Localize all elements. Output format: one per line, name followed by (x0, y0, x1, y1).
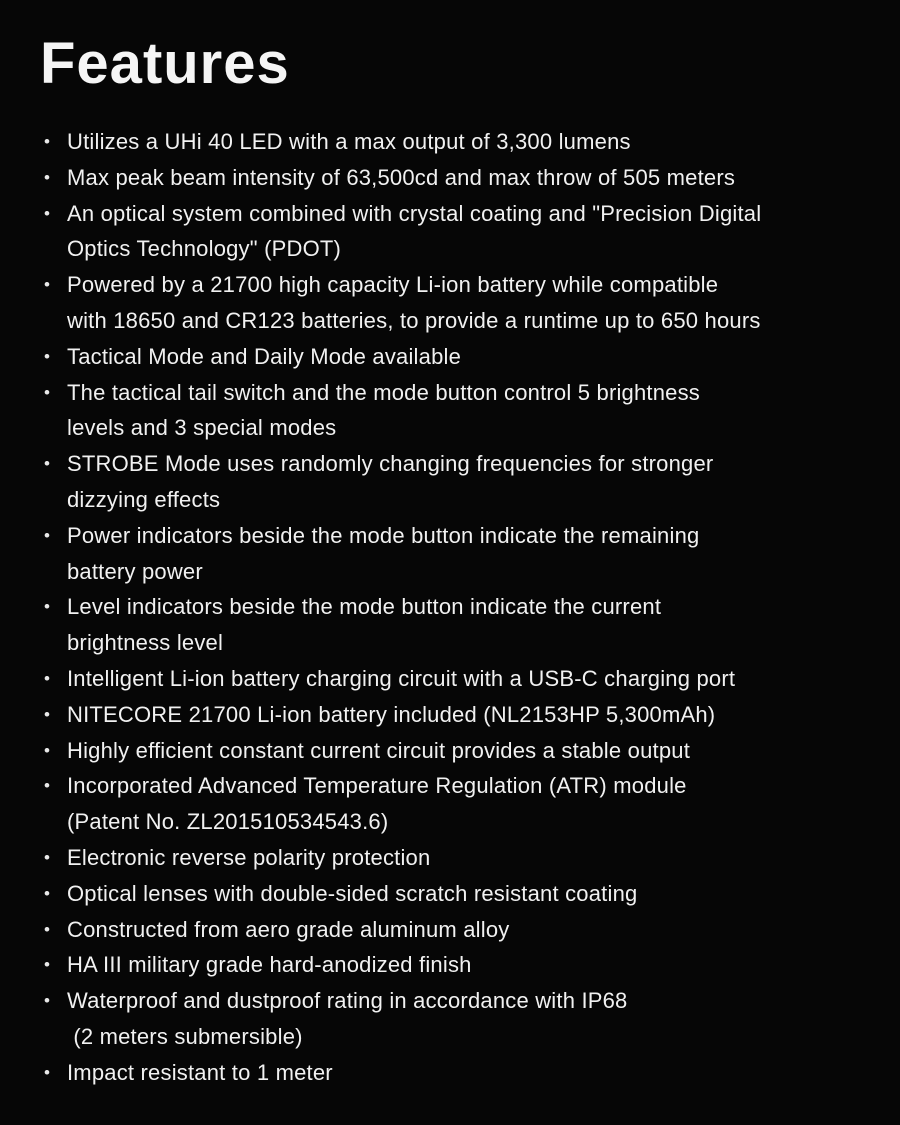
feature-line: Level indicators beside the mode button indicate the current (67, 594, 662, 620)
feature-line: Optical lenses with double-sided scratch resistant coating (67, 880, 638, 906)
feature-line: Tactical Mode and Daily Mode available (67, 343, 462, 369)
feature-text (67, 160, 868, 196)
feature-line: The tactical tail switch and the mode button control 5 brightness (67, 379, 701, 405)
feature-text (67, 768, 868, 840)
feature-text (67, 983, 868, 1055)
bullet-icon: • (44, 275, 51, 295)
feature-list-item (40, 124, 868, 160)
feature-line: HA III military grade hard-anodized finish (67, 952, 472, 978)
feature-text (67, 840, 868, 876)
bullet-icon: • (44, 668, 51, 688)
feature-list-item (40, 768, 868, 840)
feature-list-item (40, 518, 868, 590)
bullet-icon: • (44, 454, 51, 474)
feature-line: Constructed from aero grade aluminum alloy (67, 916, 510, 942)
bullet-icon: • (44, 919, 51, 939)
feature-line: Waterproof and dustproof rating in accordance with IP68 (67, 988, 628, 1014)
feature-list-item (40, 733, 868, 769)
feature-line: dizzying effects (67, 486, 221, 512)
feature-line: Utilizes a UHi 40 LED with a max output of 3,300 lumens (67, 129, 631, 154)
feature-list-item (40, 196, 868, 268)
feature-list-item (40, 339, 868, 375)
feature-line: Powered by a 21700 high capacity Li-ion battery while compatible (67, 272, 719, 298)
page-title: Features (40, 31, 290, 96)
feature-line: Highly efficient constant current circuit provides a stable output (67, 737, 691, 763)
feature-line: with 18650 and CR123 batteries, to provide a runtime up to 650 hours (67, 307, 761, 333)
feature-line: Impact resistant to 1 meter (67, 1059, 333, 1085)
bullet-icon: • (44, 883, 51, 903)
feature-line: (Patent No. ZL201510534543.6) (67, 809, 389, 835)
feature-list-item (40, 589, 868, 661)
bullet-icon: • (44, 740, 51, 760)
feature-text (67, 661, 868, 697)
bullet-icon: • (44, 991, 51, 1011)
bullet-icon: • (44, 847, 51, 867)
bullet-icon: • (44, 955, 51, 975)
bullet-icon: • (44, 132, 51, 151)
feature-list-item (40, 661, 868, 697)
features-list (40, 124, 868, 1091)
feature-list-item (40, 983, 868, 1055)
feature-list-item (40, 912, 868, 948)
bullet-icon: • (44, 203, 51, 223)
feature-list-item (40, 375, 868, 447)
feature-list-item (40, 1055, 868, 1091)
feature-line: (2 meters submersible) (67, 1023, 303, 1049)
feature-line: Optics Technology" (PDOT) (67, 236, 342, 262)
feature-text (67, 375, 868, 447)
feature-list-item (40, 840, 868, 876)
feature-text (67, 124, 868, 160)
feature-line: battery power (67, 558, 203, 584)
feature-line: brightness level (67, 630, 224, 656)
feature-line: Incorporated Advanced Temperature Regulation (ATR) module (67, 773, 687, 799)
feature-text (67, 876, 868, 912)
bullet-icon: • (44, 704, 51, 724)
bullet-icon: • (44, 597, 51, 617)
feature-text (67, 196, 868, 268)
feature-line: STROBE Mode uses randomly changing frequencies for stronger (67, 451, 714, 477)
bullet-icon: • (44, 776, 51, 796)
feature-text (67, 339, 868, 375)
feature-list-item (40, 446, 868, 518)
bullet-icon: • (44, 346, 51, 366)
feature-text (67, 446, 868, 518)
feature-text (67, 697, 868, 733)
feature-line: Electronic reverse polarity protection (67, 844, 431, 870)
feature-text (67, 267, 868, 339)
bullet-icon: • (44, 167, 51, 187)
bullet-icon: • (44, 525, 51, 545)
feature-text (67, 912, 868, 948)
feature-line: levels and 3 special modes (67, 415, 337, 441)
feature-list-item (40, 160, 868, 196)
feature-list-item (40, 876, 868, 912)
feature-text (67, 947, 868, 983)
feature-line: NITECORE 21700 Li-ion battery included (NL2153HP 5,300mAh) (67, 701, 716, 727)
feature-list-item (40, 267, 868, 339)
feature-line: Max peak beam intensity of 63,500cd and max throw of 505 meters (67, 164, 736, 190)
feature-text (67, 1055, 868, 1091)
feature-list-item (40, 697, 868, 733)
feature-line: Intelligent Li-ion battery charging circuit with a USB-C charging port (67, 665, 736, 691)
bullet-icon: • (44, 382, 51, 402)
bullet-icon: • (44, 1062, 51, 1082)
feature-line: Power indicators beside the mode button indicate the remaining (67, 522, 700, 548)
feature-line: An optical system combined with crystal coating and "Precision Digital (67, 200, 762, 226)
feature-text (67, 589, 868, 661)
feature-text (67, 518, 868, 590)
feature-list-item (40, 947, 868, 983)
feature-text (67, 733, 868, 769)
